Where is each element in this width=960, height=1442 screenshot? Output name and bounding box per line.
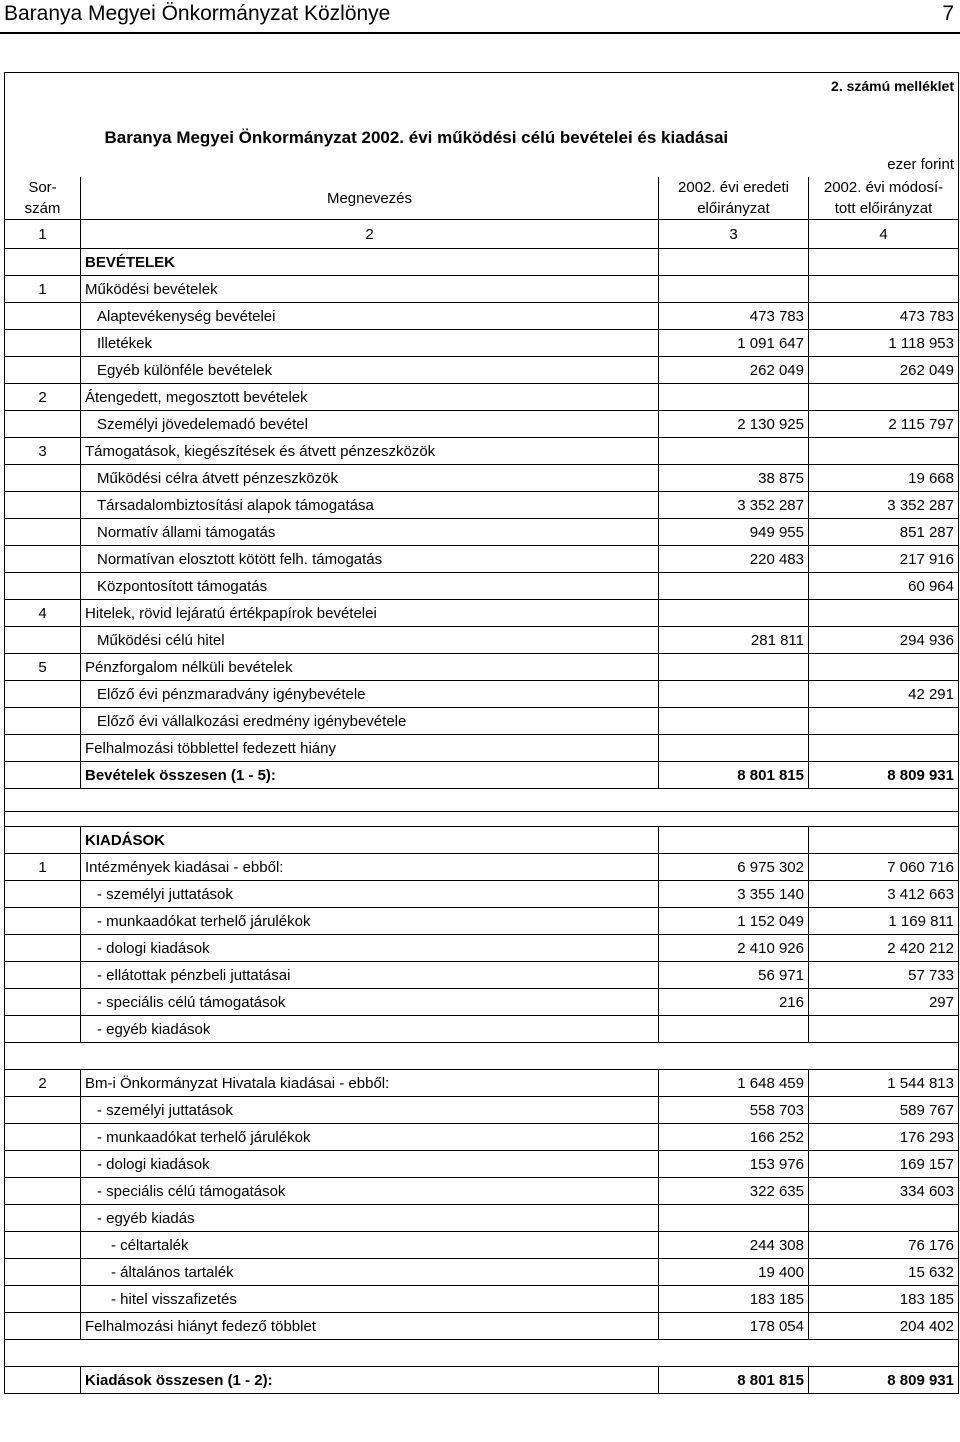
original-amount: 19 400: [659, 1259, 809, 1286]
column-header-row: [5, 177, 959, 220]
revenue-row: [5, 681, 959, 708]
original-amount: [659, 384, 809, 411]
original-amount: [659, 735, 809, 762]
revenue-row: [5, 735, 959, 762]
total-label: Kiadások összesen (1 - 2):: [81, 1367, 659, 1394]
modified-amount: 183 185: [809, 1286, 959, 1313]
publication-title: Baranya Megyei Önkormányzat Közlönye: [4, 2, 391, 25]
row-number: [5, 908, 81, 935]
modified-amount: 851 287: [809, 519, 959, 546]
row-number: 2: [5, 384, 81, 411]
row-label: Működési célú hitel: [81, 627, 659, 654]
row-number: [5, 881, 81, 908]
expense-row: [5, 1232, 959, 1259]
row-label: - speciális célú támogatások: [81, 989, 659, 1016]
original-amount: 38 875: [659, 465, 809, 492]
original-amount: 3 355 140: [659, 881, 809, 908]
row-label: Működési célra átvett pénzeszközök: [81, 465, 659, 492]
col-header-row-no: Sor- szám: [5, 177, 81, 220]
col-header-modified: 2002. évi módosí- tott előirányzat: [809, 177, 959, 220]
row-number: [5, 519, 81, 546]
document-title: Baranya Megyei Önkormányzat 2002. évi működési célú bevételei és kiadásai: [81, 125, 959, 151]
row-label: Felhalmozási többlettel fedezett hiány: [81, 735, 659, 762]
row-number: 1: [5, 276, 81, 303]
expense-total-row: [5, 1367, 959, 1394]
original-amount: 2 410 926: [659, 935, 809, 962]
row-label: - általános tartalék: [81, 1259, 659, 1286]
original-amount: [659, 1016, 809, 1043]
row-label: Előző évi vállalkozási eredmény igénybevétele: [81, 708, 659, 735]
original-amount: 153 976: [659, 1151, 809, 1178]
col-header-original: 2002. évi eredeti előirányzat: [659, 177, 809, 220]
total-modified: 8 809 931: [809, 1367, 959, 1394]
row-number: [5, 357, 81, 384]
row-label: Intézmények kiadásai - ebből:: [81, 854, 659, 881]
expense-row: [5, 1205, 959, 1232]
modified-amount: 2 420 212: [809, 935, 959, 962]
modified-amount: [809, 600, 959, 627]
row-number: [5, 492, 81, 519]
revenue-row: [5, 465, 959, 492]
annex-label: 2. számú melléklet: [809, 73, 959, 100]
revenue-row: [5, 330, 959, 357]
original-amount: 1 091 647: [659, 330, 809, 357]
modified-amount: 15 632: [809, 1259, 959, 1286]
expense-row: [5, 1016, 959, 1043]
revenue-row: [5, 276, 959, 303]
budget-table: [4, 72, 959, 1394]
row-number: 1: [5, 854, 81, 881]
modified-amount: 2 115 797: [809, 411, 959, 438]
row-number: [5, 1178, 81, 1205]
expense-row: [5, 881, 959, 908]
expense-row: [5, 1151, 959, 1178]
row-label: - munkaadókat terhelő járulékok: [81, 1124, 659, 1151]
row-number: [5, 962, 81, 989]
revenue-row: [5, 438, 959, 465]
spacer-row: [5, 812, 959, 827]
modified-amount: 60 964: [809, 573, 959, 600]
row-number: [5, 989, 81, 1016]
row-label: Személyi jövedelemadó bevétel: [81, 411, 659, 438]
row-number: [5, 1205, 81, 1232]
row-number: [5, 1151, 81, 1178]
modified-amount: 3 352 287: [809, 492, 959, 519]
modified-amount: 1 169 811: [809, 908, 959, 935]
original-amount: 166 252: [659, 1124, 809, 1151]
original-amount: [659, 438, 809, 465]
total-label: Bevételek összesen (1 - 5):: [81, 762, 659, 789]
revenue-row: [5, 411, 959, 438]
original-amount: 322 635: [659, 1178, 809, 1205]
row-number: [5, 573, 81, 600]
expense-row: [5, 1259, 959, 1286]
expense-row: [5, 1313, 959, 1340]
row-label: Normatívan elosztott kötött felh. támogatás: [81, 546, 659, 573]
row-label: - személyi juttatások: [81, 1097, 659, 1124]
row-number: 3: [5, 438, 81, 465]
col-header-name: Megnevezés: [81, 177, 659, 220]
row-label: Alaptevékenység bevételei: [81, 303, 659, 330]
row-label: Társadalombiztosítási alapok támogatása: [81, 492, 659, 519]
original-amount: [659, 708, 809, 735]
revenue-row: [5, 573, 959, 600]
original-amount: 244 308: [659, 1232, 809, 1259]
annex-row: [5, 73, 959, 100]
original-amount: 281 811: [659, 627, 809, 654]
row-number: [5, 1286, 81, 1313]
row-label: - dologi kiadások: [81, 1151, 659, 1178]
page-header: [0, 0, 960, 30]
original-amount: 1 648 459: [659, 1070, 809, 1097]
modified-amount: 204 402: [809, 1313, 959, 1340]
modified-amount: [809, 1016, 959, 1043]
revenue-row: [5, 627, 959, 654]
row-label: - egyéb kiadások: [81, 1016, 659, 1043]
row-number: [5, 330, 81, 357]
revenue-row: [5, 357, 959, 384]
revenue-row: [5, 303, 959, 330]
original-amount: 3 352 287: [659, 492, 809, 519]
row-number: [5, 1016, 81, 1043]
row-label: Illetékek: [81, 330, 659, 357]
row-label: Pénzforgalom nélküli bevételek: [81, 654, 659, 681]
original-amount: [659, 1205, 809, 1232]
revenue-section-title: BEVÉTELEK: [81, 249, 659, 276]
title-row: [5, 125, 959, 151]
original-amount: 1 152 049: [659, 908, 809, 935]
modified-amount: 589 767: [809, 1097, 959, 1124]
row-number: 5: [5, 654, 81, 681]
row-label: - ellátottak pénzbeli juttatásai: [81, 962, 659, 989]
revenue-row: [5, 384, 959, 411]
expense-row: [5, 989, 959, 1016]
row-label: Támogatások, kiegészítések és átvett pénzeszközök: [81, 438, 659, 465]
row-number: [5, 1313, 81, 1340]
row-number: [5, 708, 81, 735]
row-number: [5, 935, 81, 962]
modified-amount: 262 049: [809, 357, 959, 384]
modified-amount: [809, 735, 959, 762]
expense-row: [5, 1124, 959, 1151]
modified-amount: 334 603: [809, 1178, 959, 1205]
modified-amount: 7 060 716: [809, 854, 959, 881]
spacer-row: [5, 1043, 959, 1070]
expense-row: [5, 1286, 959, 1313]
spacer-row: [5, 1340, 959, 1367]
expense-row: [5, 962, 959, 989]
row-label: Bm-i Önkormányzat Hivatala kiadásai - ebből:: [81, 1070, 659, 1097]
row-number: [5, 546, 81, 573]
original-amount: 220 483: [659, 546, 809, 573]
revenue-row: [5, 546, 959, 573]
modified-amount: 473 783: [809, 303, 959, 330]
modified-amount: 42 291: [809, 681, 959, 708]
budget-table-body: [5, 73, 959, 1394]
row-number: [5, 1259, 81, 1286]
modified-amount: [809, 276, 959, 303]
original-amount: 56 971: [659, 962, 809, 989]
row-label: Átengedett, megosztott bevételek: [81, 384, 659, 411]
row-label: Hitelek, rövid lejáratú értékpapírok bevételei: [81, 600, 659, 627]
row-number: [5, 735, 81, 762]
original-amount: 262 049: [659, 357, 809, 384]
expense-row: [5, 1070, 959, 1097]
expense-row: [5, 854, 959, 881]
modified-amount: 297: [809, 989, 959, 1016]
row-label: - egyéb kiadás: [81, 1205, 659, 1232]
modified-amount: 57 733: [809, 962, 959, 989]
original-amount: 178 054: [659, 1313, 809, 1340]
modified-amount: 176 293: [809, 1124, 959, 1151]
original-amount: 183 185: [659, 1286, 809, 1313]
row-label: Egyéb különféle bevételek: [81, 357, 659, 384]
unit-label: ezer forint: [809, 151, 959, 177]
original-amount: 6 975 302: [659, 854, 809, 881]
row-number: [5, 1124, 81, 1151]
modified-amount: 217 916: [809, 546, 959, 573]
revenue-total-row: [5, 762, 959, 789]
row-number: [5, 627, 81, 654]
revenue-row: [5, 708, 959, 735]
modified-amount: 19 668: [809, 465, 959, 492]
original-amount: [659, 600, 809, 627]
section-title: KIADÁSOK: [81, 827, 659, 854]
col-number: 2: [81, 220, 659, 249]
row-number: [5, 1232, 81, 1259]
column-number-row: [5, 220, 959, 249]
original-amount: 473 783: [659, 303, 809, 330]
unit-row: [5, 151, 959, 177]
original-amount: 558 703: [659, 1097, 809, 1124]
total-original: 8 801 815: [659, 1367, 809, 1394]
row-number: 4: [5, 600, 81, 627]
modified-amount: [809, 654, 959, 681]
col-number: 4: [809, 220, 959, 249]
row-number: 2: [5, 1070, 81, 1097]
col-number: 1: [5, 220, 81, 249]
expense-title-row: [5, 827, 959, 854]
original-amount: 2 130 925: [659, 411, 809, 438]
modified-amount: 3 412 663: [809, 881, 959, 908]
row-label: Felhalmozási hiányt fedező többlet: [81, 1313, 659, 1340]
modified-amount: 1 544 813: [809, 1070, 959, 1097]
revenue-row: [5, 654, 959, 681]
total-original: 8 801 815: [659, 762, 809, 789]
row-label: - dologi kiadások: [81, 935, 659, 962]
original-amount: 949 955: [659, 519, 809, 546]
row-number: [5, 681, 81, 708]
row-label: Normatív állami támogatás: [81, 519, 659, 546]
row-label: Központosított támogatás: [81, 573, 659, 600]
row-label: Működési bevételek: [81, 276, 659, 303]
expense-row: [5, 935, 959, 962]
total-modified: 8 809 931: [809, 762, 959, 789]
modified-amount: [809, 438, 959, 465]
row-number: [5, 465, 81, 492]
expense-row: [5, 908, 959, 935]
row-label: - személyi juttatások: [81, 881, 659, 908]
expense-row: [5, 1178, 959, 1205]
modified-amount: 169 157: [809, 1151, 959, 1178]
original-amount: [659, 654, 809, 681]
page-number: 7: [942, 2, 954, 25]
original-amount: [659, 276, 809, 303]
revenue-row: [5, 519, 959, 546]
header-rule: [0, 32, 960, 34]
row-label: - munkaadókat terhelő járulékok: [81, 908, 659, 935]
modified-amount: [809, 708, 959, 735]
spacer-row: [5, 789, 959, 812]
original-amount: [659, 573, 809, 600]
revenue-row: [5, 600, 959, 627]
row-label: - hitel visszafizetés: [81, 1286, 659, 1313]
modified-amount: [809, 384, 959, 411]
modified-amount: 76 176: [809, 1232, 959, 1259]
modified-amount: 294 936: [809, 627, 959, 654]
modified-amount: 1 118 953: [809, 330, 959, 357]
original-amount: 216: [659, 989, 809, 1016]
revenue-row: [5, 492, 959, 519]
modified-amount: [809, 1205, 959, 1232]
row-number: [5, 1097, 81, 1124]
empty-row: [5, 99, 959, 125]
row-label: Előző évi pénzmaradvány igénybevétele: [81, 681, 659, 708]
row-number: [5, 411, 81, 438]
original-amount: [659, 681, 809, 708]
row-number: [5, 303, 81, 330]
revenue-title-row: [5, 249, 959, 276]
row-label: - speciális célú támogatások: [81, 1178, 659, 1205]
col-number: 3: [659, 220, 809, 249]
row-label: - céltartalék: [81, 1232, 659, 1259]
expense-row: [5, 1097, 959, 1124]
